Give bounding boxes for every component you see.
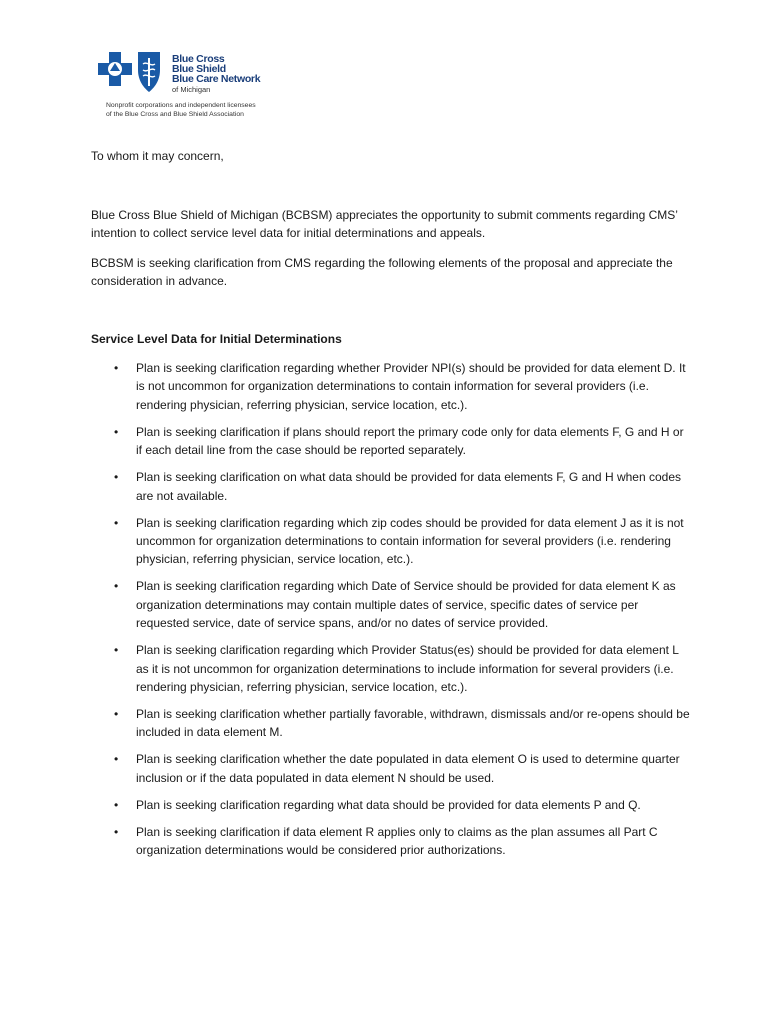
list-item-text: Plan is seeking clarification whether partially favorable, withdrawn, dismissals and/or re-opens should be included in data element M. <box>136 707 690 740</box>
list-item <box>91 705 691 742</box>
logo <box>96 50 296 96</box>
brand-name <box>172 54 260 95</box>
list-item-text: Plan is seeking clarification regarding which zip codes should be provided for data element J as it is not uncommon for organization determinations to contain information for several providers (i.e. rendering physician, referring physician, service location, etc.). <box>136 515 684 567</box>
list-item <box>91 514 691 569</box>
bullet-icon: • <box>114 752 119 767</box>
bullet-icon: • <box>114 361 119 375</box>
list-item <box>91 796 691 814</box>
bullet-icon: • <box>114 579 119 594</box>
intro-paragraph: Blue Cross Blue Shield of Michigan (BCBSM) appreciates the opportunity to submit comments regarding CMS’ intention to collect service level data for initial determinations and appeals. <box>91 208 678 241</box>
assoc-line-1: Nonprofit corporations and independent licensees <box>106 102 256 109</box>
brand-sub: of Michigan <box>172 85 211 94</box>
list-item-text: Plan is seeking clarification on what data should be provided for data elements F, G and H when codes are not available. <box>136 470 681 503</box>
list-item <box>91 823 691 860</box>
bullet-icon: • <box>114 515 119 530</box>
brand-line-2: Blue Shield <box>172 63 226 75</box>
list-item <box>91 468 691 505</box>
list-item-text: Plan is seeking clarification regarding whether Provider NPI(s) should be provided for data element D. It is not uncommon for organization determinations to contain information for several providers (i.e. rendering physician, referring physician, service location, etc.). <box>136 361 686 412</box>
blue-shield-icon <box>138 52 160 92</box>
list-item-text: Plan is seeking clarification if data element R applies only to claims as the plan assumes all Part C organization determinations would be considered prior authorizations. <box>136 824 658 858</box>
list-item <box>91 359 691 414</box>
bullet-icon: • <box>114 824 119 839</box>
bullet-icon: • <box>114 470 119 485</box>
salutation: To whom it may concern, <box>91 149 224 163</box>
clarification-paragraph: BCBSM is seeking clarification from CMS regarding the following elements of the proposal and appreciate the consideration in advance. <box>91 256 673 289</box>
assoc-line-2: of the Blue Cross and Blue Shield Association <box>106 110 244 118</box>
list-item <box>91 423 691 460</box>
list-item-text: Plan is seeking clarification regarding which Date of Service should be provided for data element K as organization determinations may contain multiple dates of service, specific dates of service per requested service, date of service spans, and/or no dates of service provided. <box>136 579 676 631</box>
clarification-list <box>91 359 691 868</box>
list-item-text: Plan is seeking clarification whether the date populated in data element O is used to determine quarter inclusion or if the data populated in data element N should be used. <box>136 752 680 785</box>
section-heading: Service Level Data for Initial Determinations <box>91 332 342 346</box>
list-item-text: Plan is seeking clarification regarding which Provider Status(es) should be provided for data element L as it is not uncommon for organization determinations to include information for several providers (i.e. rendering physician, referring physician, service location, etc.). <box>136 643 679 695</box>
bullet-icon: • <box>114 424 119 439</box>
list-item-text: Plan is seeking clarification if plans should report the primary code only for data elements F, G and H or if each detail line from the case should be reported separately. <box>136 424 684 458</box>
bullet-icon: • <box>114 643 119 658</box>
list-item <box>91 641 691 696</box>
letterhead <box>96 50 296 122</box>
blue-cross-blue-shield-logo <box>96 50 166 96</box>
brand-line-3: Blue Care Network <box>172 73 261 85</box>
brand-line-1: Blue Cross <box>172 53 225 65</box>
blue-cross-icon <box>98 52 132 86</box>
list-item <box>91 750 691 787</box>
association-statement <box>106 102 256 119</box>
bullet-icon: • <box>114 707 119 722</box>
bullet-icon: • <box>114 797 119 812</box>
list-item <box>91 577 691 632</box>
list-item-text: Plan is seeking clarification regarding what data should be provided for data elements P and Q. <box>136 797 641 812</box>
